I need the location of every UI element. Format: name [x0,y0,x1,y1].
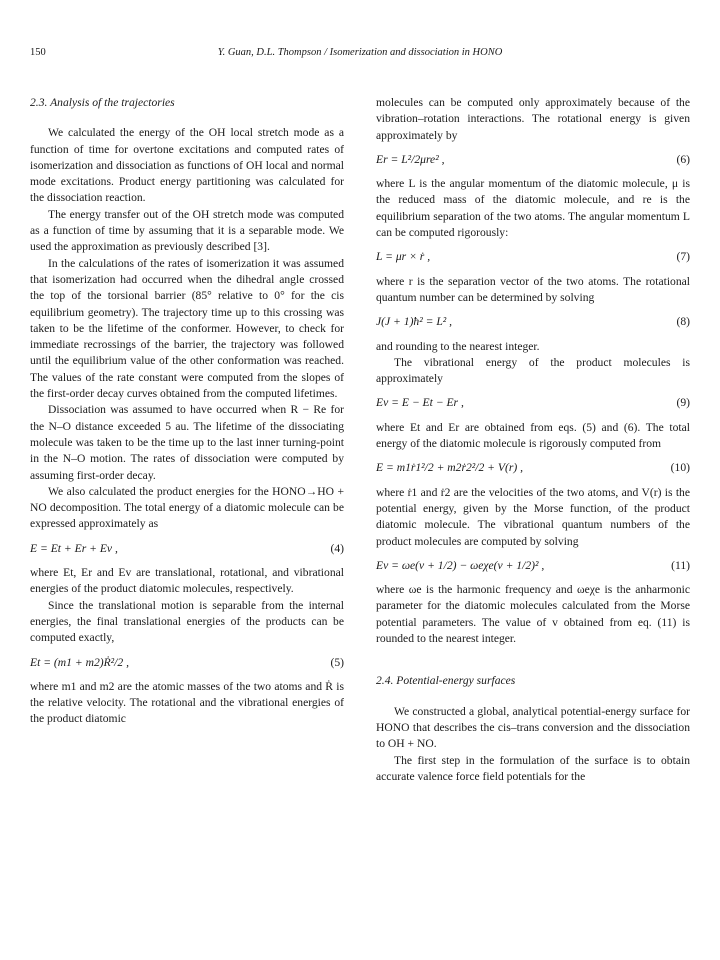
paragraph: We constructed a global, analytical potential-energy surface for HONO that describes the cis–trans conversion and the dissociation to OH + NO. [376,704,690,751]
paragraph: where Et and Er are obtained from eqs. (5) and (6). The total energy of the diatomic molecule is rigorously computed from [376,420,690,451]
paragraph: and rounding to the nearest integer. [376,339,540,353]
equation-body: Er = L²/2μre² , [376,152,445,166]
paragraph: We calculated the energy of the OH local stretch mode as a function of time for overtone excitations and computed rates of isomerization and dissociation as functions of OH local and normal mode excitations. Product energy partitioning was calculated for the dissociation reaction. [30,126,344,205]
equation-9 [376,395,690,411]
left-column [30,95,344,728]
equation-body: J(J + 1)ħ² = L² , [376,315,453,329]
equation-number: (10) [670,461,690,475]
equation-number: (6) [676,152,690,166]
paragraph: The energy transfer out of the OH stretch mode was computed as a function of time by assuming that it is a separable mode. We used the approximation as previously described [3]. [30,207,344,254]
paragraph: Dissociation was assumed to have occurred when R − Re for the N–O distance exceeded 5 au. The lifetime of the dissociating molecule was taken to be the time up to the last inner turning-point in the N–O motion. The rates of dissociation were computed by assuming first-order decay. [30,403,344,482]
running-header [30,47,690,63]
right-column [376,95,690,785]
paragraph: molecules can be computed only approximately because of the vibration–rotation interactions. The rotational energy is given approximately by [376,96,690,142]
paragraph: The vibrational energy of the product molecules is approximately [376,355,690,386]
paragraph: We also calculated the product energies for the HONO→HO + NO decomposition. The total energy of a diatomic molecule can be expressed approximately as [30,484,344,531]
paragraph: where r is the separation vector of the two atoms. The rotational quantum number can be determined by solving [376,274,690,304]
paragraph: where ṙ1 and ṙ2 are the velocities of the two atoms, and V(r) is the potential energy, given by the Morse function, of the product diatomic molecule. The vibrational quantum numbers of the product molecules are computed by solving [376,485,690,548]
equation-5 [30,655,344,671]
equation-body: E = m1ṙ1²/2 + m2ṙ2²/2 + V(r) , [376,461,523,475]
equation-4 [30,541,344,557]
equation-number: (9) [676,396,690,410]
equation-7 [376,249,690,265]
section-title-2-3: 2.3. Analysis of the trajectories [30,96,175,109]
equation-number: (7) [676,250,690,264]
equation-11 [376,558,690,574]
equation-body: L = μr × ṙ , [376,250,431,264]
equation-body: Ev = E − Et − Er , [376,396,464,410]
paragraph: where ωe is the harmonic frequency and ωeχe is the anharmonic parameter for the diatomic molecules calculated from the Morse potential parameters. The value of v obtained from eq. (11) is rounded to the nearest integer. [376,583,690,646]
paragraph: In the calculations of the rates of isomerization it was assumed that isomerization had occurred when the dihedral angle crossed the top of the torsional barrier (85° relative to 0° for the cis equilibrium geometry). The trajectory time up to this crossing was taken to be the lifetime of the conformer. However, to check for immediate recrossings of the barrier, the trajectory was followed until the equilibrium value of the other conformation was reached. The values of the rate constant were computed from the slopes of the first-order decay curves obtained from the computed lifetimes. [30,256,344,401]
equation-6 [376,152,690,168]
section-title-2-4: 2.4. Potential-energy surfaces [376,674,516,688]
equation-number: (8) [676,315,690,329]
paragraph: where Et, Er and Ev are translational, rotational, and vibrational energies of the product diatomic molecules, respectively. [30,566,344,596]
paragraph: where L is the angular momentum of the diatomic molecule, μ is the reduced mass of the diatomic molecule, and re is the equilibrium separation of the two atoms. The angular momentum L can be computed rigorously: [376,177,690,240]
page-number: 150 [30,47,46,58]
paragraph: where m1 and m2 are the atomic masses of the two atoms and Ṙ is the relative velocity. The rotational and the vibrational energies of the product diatomic [30,679,344,726]
paragraph: The first step in the formulation of the surface is to obtain accurate valence force field potentials for the [376,753,690,783]
equation-number: (11) [671,558,690,572]
equation-number: (4) [330,541,344,555]
equation-body: E = Et + Er + Ev , [30,541,118,555]
equation-body: Et = (m1 + m2)Ṙ²/2 , [30,655,129,669]
equation-8 [376,314,690,330]
running-title: Y. Guan, D.L. Thompson / Isomerization and dissociation in HONO [217,47,503,58]
equation-body: Ev = ωe(v + 1/2) − ωeχe(v + 1/2)² , [376,558,545,572]
equation-10 [376,460,690,476]
equation-number: (5) [330,655,344,669]
paragraph: Since the translational motion is separable from the internal energies, the final translational energies of the products can be computed exactly, [30,598,344,645]
